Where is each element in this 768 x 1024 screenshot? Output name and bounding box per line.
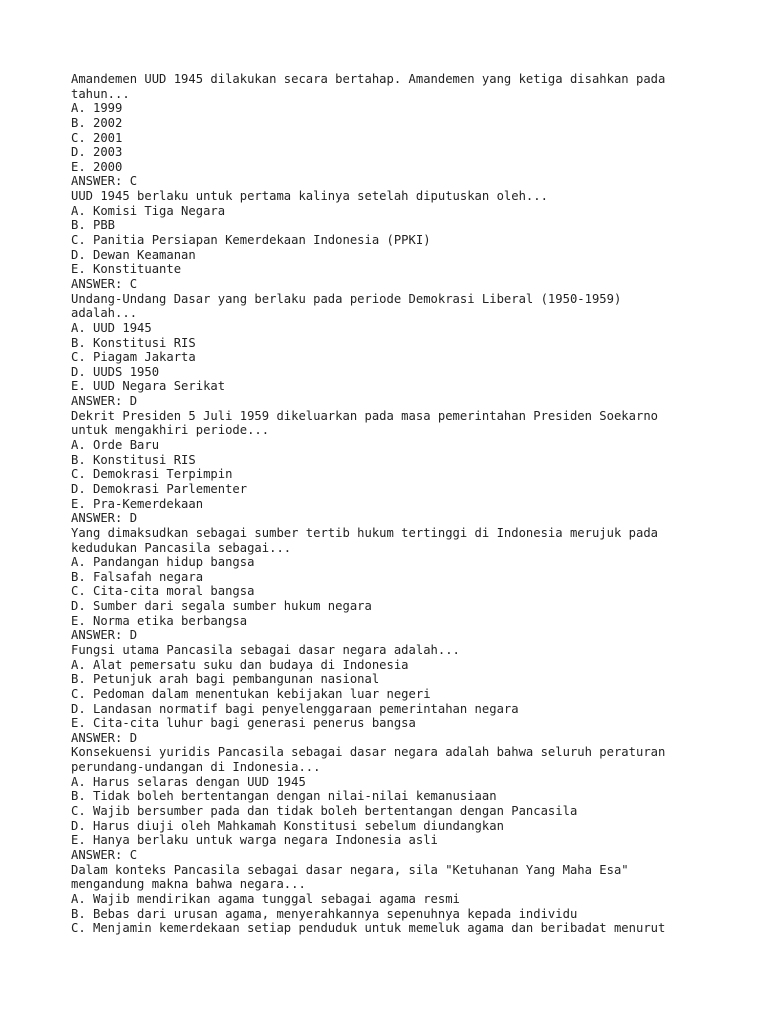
text-line: B. PBB (71, 218, 116, 233)
text-line: C. Piagam Jakarta (71, 350, 196, 365)
text-line: B. Bebas dari urusan agama, menyerahkannya sepenuhnya kepada individu (71, 906, 578, 921)
text-line: E. Pra-Kemerdekaan (71, 496, 204, 511)
text-line: D. 2003 (71, 145, 123, 160)
text-line: A. Alat pemersatu suku dan budaya di Indonesia (71, 657, 409, 672)
text-line: C. 2001 (71, 130, 123, 145)
text-line: Amandemen UUD 1945 dilakukan secara bertahap. Amandemen yang ketiga disahkan pada (71, 72, 666, 86)
text-line: E. UUD Negara Serikat (71, 379, 226, 394)
text-line: A. UUD 1945 (71, 320, 152, 335)
text-line: D. UUDS 1950 (71, 364, 160, 379)
text-line: A. 1999 (71, 101, 123, 116)
text-line: D. Demokrasi Parlementer (71, 481, 248, 496)
text-line: C. Cita-cita moral bangsa (71, 584, 255, 599)
text-line: Yang dimaksudkan sebagai sumber tertib hukum tertinggi di Indonesia merujuk pada (71, 525, 658, 540)
text-line: A. Orde Baru (71, 438, 160, 453)
text-line: D. Dewan Keamanan (71, 247, 196, 262)
text-line: C. Wajib bersumber pada dan tidak boleh bertentangan dengan Pancasila (71, 804, 578, 819)
text-line: mengandung makna bahwa negara... (71, 877, 306, 892)
text-line: ANSWER: C (71, 276, 138, 291)
text-line: C. Pedoman dalam menentukan kebijakan luar negeri (71, 686, 431, 701)
text-line: B. Falsafah negara (71, 569, 204, 584)
text-line: D. Sumber dari segala sumber hukum negara (71, 599, 372, 614)
text-line: B. Konstitusi RIS (71, 335, 196, 350)
document-text (71, 72, 711, 936)
text-line: E. Cita-cita luhur bagi generasi penerus bangsa (71, 716, 416, 731)
text-line: tahun... (71, 86, 130, 101)
text-line: B. Tidak boleh bertentangan dengan nilai-nilai kemanusiaan (71, 789, 497, 804)
text-line: E. 2000 (71, 159, 123, 174)
text-line: Dekrit Presiden 5 Juli 1959 dikeluarkan pada masa pemerintahan Presiden Soekarno (71, 408, 658, 423)
text-line: ANSWER: D (71, 730, 138, 745)
text-line: untuk mengakhiri periode... (71, 423, 270, 438)
text-line: E. Norma etika berbangsa (71, 613, 248, 628)
text-line: kedudukan Pancasila sebagai... (71, 540, 292, 555)
text-line: A. Harus selaras dengan UUD 1945 (71, 774, 306, 789)
text-line: ANSWER: C (71, 174, 138, 189)
text-line: B. 2002 (71, 115, 123, 130)
text-line: Konsekuensi yuridis Pancasila sebagai dasar negara adalah bahwa seluruh peraturan (71, 745, 666, 760)
text-line: E. Hanya berlaku untuk warga negara Indonesia asli (71, 833, 438, 848)
text-line: D. Landasan normatif bagi penyelenggaraan pemerintahan negara (71, 701, 519, 716)
text-line: A. Komisi Tiga Negara (71, 203, 226, 218)
text-line: A. Pandangan hidup bangsa (71, 555, 255, 570)
text-line: adalah... (71, 306, 138, 321)
text-line: Fungsi utama Pancasila sebagai dasar negara adalah... (71, 642, 460, 657)
text-line: E. Konstituante (71, 262, 182, 277)
text-line: Dalam konteks Pancasila sebagai dasar negara, sila "Ketuhanan Yang Maha Esa" (71, 862, 629, 877)
text-line: UUD 1945 berlaku untuk pertama kalinya setelah diputuskan oleh... (71, 189, 548, 204)
text-line: ANSWER: D (71, 628, 138, 643)
text-line: A. Wajib mendirikan agama tunggal sebagai agama resmi (71, 891, 460, 906)
text-line: perundang-undangan di Indonesia... (71, 760, 321, 775)
text-line: B. Petunjuk arah bagi pembangunan nasional (71, 672, 380, 687)
text-line: ANSWER: D (71, 394, 138, 409)
text-line: ANSWER: C (71, 847, 138, 862)
text-line: B. Konstitusi RIS (71, 452, 196, 467)
text-line: Undang-Undang Dasar yang berlaku pada periode Demokrasi Liberal (1950-1959) (71, 291, 622, 306)
text-line: C. Panitia Persiapan Kemerdekaan Indonesia (PPKI) (71, 233, 431, 248)
text-line: C. Menjamin kemerdekaan setiap penduduk untuk memeluk agama dan beribadat menurut (71, 921, 666, 936)
text-line: ANSWER: D (71, 511, 138, 526)
text-line: C. Demokrasi Terpimpin (71, 467, 233, 482)
text-line: D. Harus diuji oleh Mahkamah Konstitusi sebelum diundangkan (71, 818, 504, 833)
